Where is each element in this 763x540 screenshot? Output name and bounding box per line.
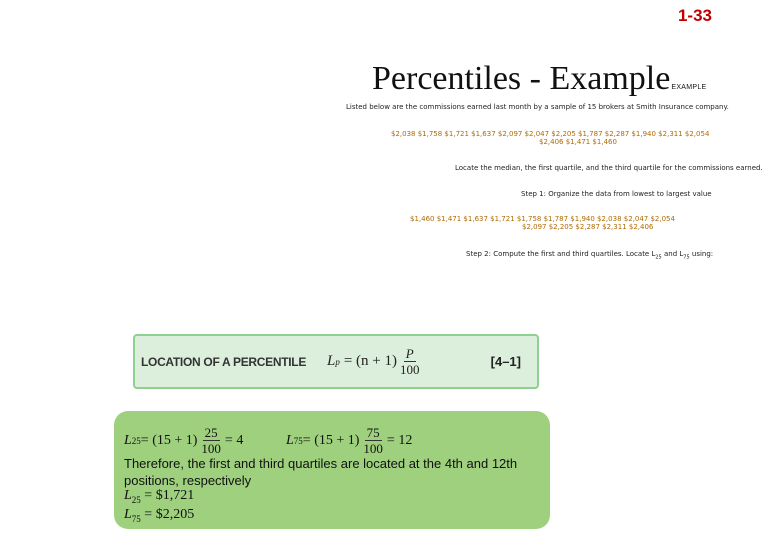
title-tag: EXAMPLE (671, 84, 707, 91)
calc-l25-denominator: 100 (201, 441, 221, 456)
formula-label: LOCATION OF A PERCENTILE (141, 355, 307, 369)
calc-l75-lhs: = (15 + 1) (302, 432, 360, 448)
calc-l75-var: L (286, 432, 294, 448)
first-quartile-sub: 25 (131, 494, 141, 505)
title-text: Percentiles - Example (372, 60, 671, 97)
calc-l25-result: = 4 (224, 432, 244, 448)
calc-l25-numerator: 25 (204, 425, 218, 440)
slide-title (372, 60, 707, 98)
step-2-sub-75: 75 (683, 254, 690, 261)
third-quartile (124, 507, 194, 524)
step-2-mid: and L (661, 250, 684, 258)
step-2-text (466, 250, 713, 260)
step-2-sub-25: 25 (655, 254, 662, 261)
unsorted-data-line-1: $2,038 $1,758 $1,721 $1,637 $2,097 $2,047 $2,205 $1,787 $2,287 $1,940 $2,311 $2,054 (391, 130, 710, 138)
third-quartile-sub: 75 (131, 513, 141, 524)
first-quartile-value: = $1,721 (140, 488, 195, 503)
formula-lhs-var: L (327, 353, 336, 369)
calc-l75-fraction (363, 425, 383, 456)
slide-number: 1-33 (677, 6, 712, 25)
question-text: Locate the median, the first quartile, and the third quartile for the commissions earned. (455, 164, 763, 172)
formula-fraction-numerator: P (405, 346, 414, 361)
formula-equation (327, 346, 420, 377)
percentile-formula-box (133, 334, 539, 389)
calc-l25-var: L (124, 432, 132, 448)
calc-l25 (124, 425, 243, 456)
intro-text: Listed below are the commissions earned last month by a sample of 15 brokers at Smith Insurance company. (346, 103, 729, 111)
calc-l25-fraction (201, 425, 221, 456)
formula-lhs-sub: p (335, 356, 340, 367)
calc-l25-lhs: = (15 + 1) (140, 432, 198, 448)
calc-l75-sub: 75 (293, 435, 303, 446)
calc-l75 (286, 425, 412, 456)
third-quartile-value: = $2,205 (140, 507, 195, 522)
formula-reference: [4–1] (490, 354, 521, 369)
third-quartile-var: L (124, 507, 132, 522)
formula-fraction (400, 346, 420, 377)
first-quartile (124, 488, 194, 505)
therefore-text: Therefore, the first and third quartiles are located at the 4th and 12th positions, respectively (124, 456, 518, 488)
step-2-suffix: using: (689, 250, 714, 258)
unsorted-data-line-2: $2,406 $1,471 $1,460 (539, 138, 617, 146)
calc-l75-denominator: 100 (363, 441, 383, 456)
sorted-data-line-2: $2,097 $2,205 $2,287 $2,311 $2,406 (522, 223, 654, 231)
calc-l25-sub: 25 (131, 435, 141, 446)
formula-fraction-denominator: 100 (400, 362, 420, 377)
calc-l75-numerator: 75 (366, 425, 380, 440)
formula-rhs: = (n + 1) (343, 353, 398, 369)
step-1-text: Step 1: Organize the data from lowest to largest value (521, 190, 712, 198)
sorted-data-line-1: $1,460 $1,471 $1,637 $1,721 $1,758 $1,787 $1,940 $2,038 $2,047 $2,054 (410, 215, 675, 223)
step-2-prefix: Step 2: Compute the first and third quartiles. Locate L (466, 250, 656, 258)
first-quartile-var: L (124, 488, 132, 503)
calc-l75-result: = 12 (386, 432, 413, 448)
quartile-result-box (114, 411, 550, 529)
